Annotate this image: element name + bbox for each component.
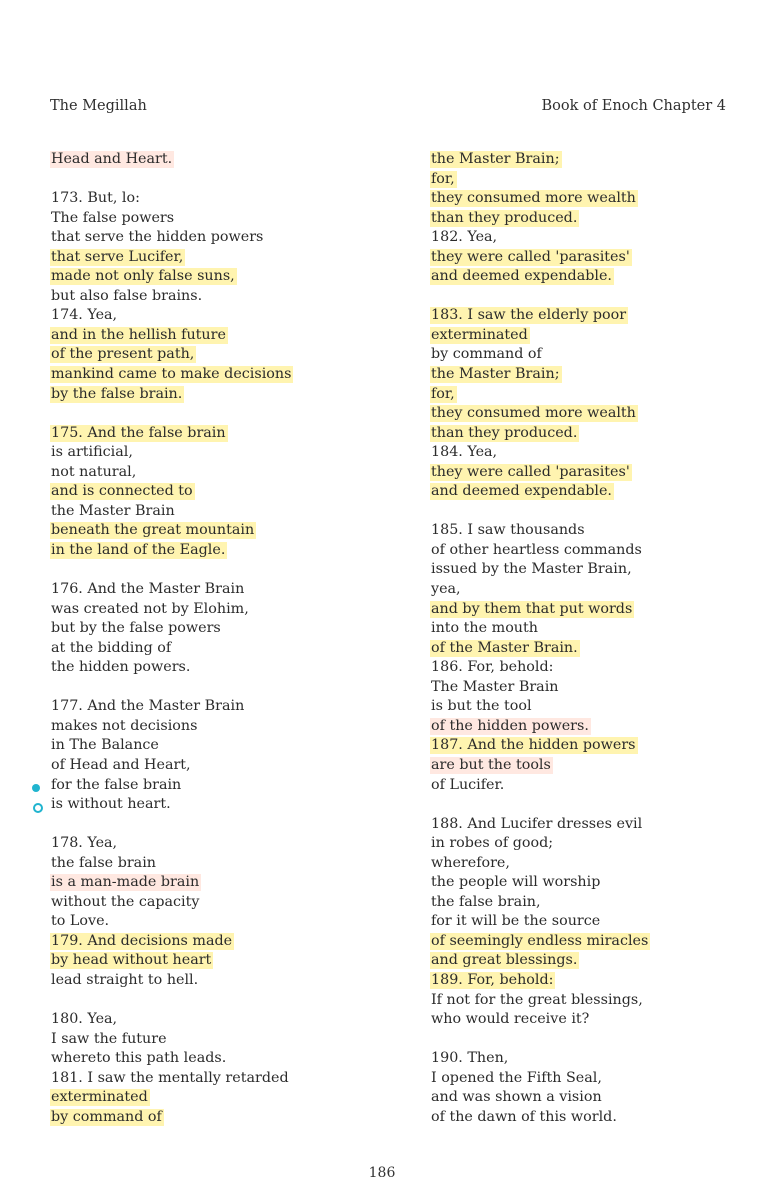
text-line-content: 177. And the Master Brain bbox=[51, 698, 245, 715]
text-line bbox=[430, 365, 750, 385]
text-line-content: of other heartless commands bbox=[431, 541, 642, 558]
text-line bbox=[430, 893, 750, 913]
text-line bbox=[50, 228, 370, 248]
text-line bbox=[430, 697, 750, 717]
text-line-content: that serve Lucifer, bbox=[51, 248, 184, 265]
text-line-content: If not for the great blessings, bbox=[431, 991, 643, 1008]
text-line bbox=[430, 521, 750, 541]
text-line bbox=[50, 717, 370, 737]
text-line bbox=[430, 404, 750, 424]
paragraph-break bbox=[50, 170, 370, 190]
text-line bbox=[430, 658, 750, 678]
text-line bbox=[430, 932, 750, 952]
text-line-content: into the mouth bbox=[431, 620, 538, 637]
text-line bbox=[430, 482, 750, 502]
text-line bbox=[50, 736, 370, 756]
paragraph-break bbox=[50, 678, 370, 698]
text-line bbox=[50, 951, 370, 971]
text-line bbox=[50, 150, 370, 170]
text-line bbox=[430, 326, 750, 346]
text-line bbox=[50, 854, 370, 874]
text-line-content: exterminated bbox=[431, 326, 528, 343]
text-line-content: in robes of good; bbox=[431, 835, 554, 852]
text-line-content: 189. For, behold: bbox=[431, 971, 554, 988]
text-line-content: is but the tool bbox=[431, 698, 532, 715]
text-line-content: exterminated bbox=[51, 1089, 148, 1106]
text-line-content: are but the tools bbox=[431, 756, 551, 773]
text-line bbox=[50, 873, 370, 893]
text-line bbox=[50, 248, 370, 268]
text-line bbox=[50, 1069, 370, 1089]
text-line-content: they were called 'parasites' bbox=[431, 248, 630, 265]
text-line bbox=[430, 854, 750, 874]
text-line bbox=[430, 189, 750, 209]
text-line bbox=[50, 600, 370, 620]
text-line-content: wherefore, bbox=[431, 854, 510, 871]
text-line-content: and was shown a vision bbox=[431, 1089, 602, 1106]
text-line bbox=[50, 912, 370, 932]
text-line bbox=[430, 541, 750, 561]
text-line bbox=[430, 756, 750, 776]
text-line bbox=[50, 697, 370, 717]
text-line-content: by head without heart bbox=[51, 952, 212, 969]
text-line-content: 173. But, lo: bbox=[51, 190, 140, 207]
text-line bbox=[430, 1069, 750, 1089]
paragraph-break bbox=[50, 991, 370, 1011]
text-line-content: 180. Yea, bbox=[51, 1011, 118, 1028]
text-line-content: I opened the Fifth Seal, bbox=[431, 1069, 602, 1086]
text-line bbox=[50, 443, 370, 463]
text-line-content: the people will worship bbox=[431, 874, 601, 891]
text-line bbox=[430, 639, 750, 659]
text-line-content: beneath the great mountain bbox=[51, 522, 255, 539]
text-line-content: at the bidding of bbox=[51, 639, 172, 656]
text-line-content: by command of bbox=[51, 1108, 162, 1125]
text-line bbox=[430, 736, 750, 756]
paragraph-break bbox=[430, 502, 750, 522]
text-line-content: and is connected to bbox=[51, 483, 193, 500]
text-line bbox=[50, 776, 370, 796]
text-line-content: was created not by Elohim, bbox=[51, 600, 249, 617]
text-line-content: and deemed expendable. bbox=[431, 483, 612, 500]
text-line bbox=[50, 795, 370, 815]
text-line-content: the Master Brain; bbox=[431, 151, 560, 167]
text-line bbox=[50, 502, 370, 522]
text-line-content: than they produced. bbox=[431, 424, 578, 441]
text-line-content: in the land of the Eagle. bbox=[51, 541, 226, 558]
text-line bbox=[430, 600, 750, 620]
text-line-content: is without heart. bbox=[51, 796, 171, 813]
text-line bbox=[430, 1108, 750, 1128]
text-line bbox=[50, 267, 370, 287]
text-line bbox=[50, 345, 370, 365]
text-line bbox=[50, 932, 370, 952]
text-line bbox=[430, 463, 750, 483]
text-line-content: The Master Brain bbox=[431, 678, 559, 695]
text-line bbox=[50, 1030, 370, 1050]
text-line bbox=[430, 424, 750, 444]
text-line-content: 184. Yea, bbox=[431, 444, 498, 461]
text-line bbox=[430, 306, 750, 326]
text-line bbox=[50, 306, 370, 326]
annotation-dot-icon bbox=[32, 784, 40, 792]
text-line-content: Head and Heart. bbox=[51, 151, 173, 167]
text-line-content: yea, bbox=[431, 581, 461, 598]
running-header-left: The Megillah bbox=[50, 98, 147, 114]
text-line-content: 175. And the false brain bbox=[51, 424, 226, 441]
text-line-content: for, bbox=[431, 170, 455, 187]
text-line bbox=[430, 267, 750, 287]
text-line-content: 186. For, behold: bbox=[431, 659, 554, 676]
text-line bbox=[50, 1108, 370, 1128]
text-line-content: made not only false suns, bbox=[51, 268, 235, 285]
text-line bbox=[50, 287, 370, 307]
text-line bbox=[50, 482, 370, 502]
text-line-content: and deemed expendable. bbox=[431, 268, 612, 285]
text-line bbox=[430, 385, 750, 405]
text-line-content: 182. Yea, bbox=[431, 229, 498, 246]
text-line-content: of the Master Brain. bbox=[431, 639, 578, 656]
text-line bbox=[430, 815, 750, 835]
text-line bbox=[50, 639, 370, 659]
text-line bbox=[50, 580, 370, 600]
text-line-content: the Master Brain; bbox=[431, 366, 560, 383]
text-line-content: 183. I saw the elderly poor bbox=[431, 307, 627, 324]
text-line-content: 181. I saw the mentally retarded bbox=[51, 1069, 289, 1086]
text-line-content: they consumed more wealth bbox=[431, 190, 636, 207]
text-line-content: but by the false powers bbox=[51, 620, 221, 637]
left-text-column bbox=[50, 150, 370, 1127]
running-header-right: Book of Enoch Chapter 4 bbox=[541, 98, 726, 114]
text-line-content: The false powers bbox=[51, 209, 175, 226]
text-line-content: 176. And the Master Brain bbox=[51, 581, 245, 598]
text-line-content: issued by the Master Brain, bbox=[431, 561, 632, 578]
text-line-content: whereto this path leads. bbox=[51, 1050, 227, 1067]
text-line-content: and great blessings. bbox=[431, 952, 578, 969]
text-line-content: 185. I saw thousands bbox=[431, 522, 585, 539]
text-line-content: without the capacity bbox=[51, 893, 200, 910]
text-line-content: who would receive it? bbox=[431, 1011, 590, 1028]
text-line-content: they were called 'parasites' bbox=[431, 463, 630, 480]
text-line-content: 178. Yea, bbox=[51, 835, 118, 852]
text-line-content: than they produced. bbox=[431, 209, 578, 226]
text-line-content: to Love. bbox=[51, 913, 110, 930]
text-line bbox=[430, 150, 750, 170]
text-line-content: the Master Brain bbox=[51, 502, 175, 519]
text-line bbox=[50, 971, 370, 991]
text-line bbox=[430, 228, 750, 248]
text-line bbox=[50, 189, 370, 209]
text-line-content: they consumed more wealth bbox=[431, 405, 636, 422]
text-line bbox=[430, 619, 750, 639]
text-line bbox=[50, 385, 370, 405]
text-line-content: of the hidden powers. bbox=[431, 717, 589, 734]
text-line-content: of seemingly endless miracles bbox=[431, 932, 649, 949]
paragraph-break bbox=[50, 815, 370, 835]
text-line-content: but also false brains. bbox=[51, 287, 203, 304]
text-line-content: of Head and Heart, bbox=[51, 756, 191, 773]
paragraph-break bbox=[430, 287, 750, 307]
text-line-content: in The Balance bbox=[51, 737, 159, 754]
text-line bbox=[50, 658, 370, 678]
right-text-column bbox=[430, 150, 750, 1127]
annotation-circle-icon bbox=[33, 803, 43, 813]
text-line bbox=[430, 873, 750, 893]
text-line bbox=[50, 893, 370, 913]
text-line bbox=[430, 834, 750, 854]
text-line bbox=[430, 951, 750, 971]
text-line-content: 190. Then, bbox=[431, 1050, 509, 1067]
text-line bbox=[50, 541, 370, 561]
text-line-content: the false brain bbox=[51, 854, 156, 871]
text-line bbox=[430, 1088, 750, 1108]
text-line-content: 179. And decisions made bbox=[51, 932, 233, 949]
text-line-content: for it will be the source bbox=[431, 913, 601, 930]
text-line bbox=[50, 326, 370, 346]
text-line-content: 174. Yea, bbox=[51, 307, 118, 324]
text-line bbox=[430, 560, 750, 580]
text-line-content: 187. And the hidden powers bbox=[431, 737, 636, 754]
text-line bbox=[50, 424, 370, 444]
text-line bbox=[50, 1088, 370, 1108]
text-line-content: and in the hellish future bbox=[51, 326, 226, 343]
text-line bbox=[430, 678, 750, 698]
text-line-content: by command of bbox=[431, 346, 542, 363]
text-line bbox=[430, 971, 750, 991]
text-line bbox=[430, 776, 750, 796]
text-line-content: mankind came to make decisions bbox=[51, 366, 292, 383]
text-line bbox=[50, 619, 370, 639]
text-line-content: is a man-made brain bbox=[51, 874, 200, 891]
text-line bbox=[430, 991, 750, 1011]
text-line-content: of the dawn of this world. bbox=[431, 1108, 617, 1125]
text-line bbox=[50, 209, 370, 229]
paragraph-break bbox=[50, 404, 370, 424]
text-line-content: lead straight to hell. bbox=[51, 971, 199, 988]
paragraph-break bbox=[50, 560, 370, 580]
text-line bbox=[430, 1049, 750, 1069]
text-line bbox=[430, 1010, 750, 1030]
text-line-content: for the false brain bbox=[51, 776, 182, 793]
text-line bbox=[430, 912, 750, 932]
text-line bbox=[430, 580, 750, 600]
text-line bbox=[50, 463, 370, 483]
text-line-content: not natural, bbox=[51, 463, 137, 480]
text-line-content: of the present path, bbox=[51, 346, 195, 363]
text-line-content: and by them that put words bbox=[431, 600, 633, 617]
text-line bbox=[50, 756, 370, 776]
text-line bbox=[430, 209, 750, 229]
paragraph-break bbox=[430, 1030, 750, 1050]
text-line-content: for, bbox=[431, 385, 455, 402]
text-line-content: that serve the hidden powers bbox=[51, 229, 264, 246]
text-line-content: makes not decisions bbox=[51, 717, 198, 734]
text-line-content: the hidden powers. bbox=[51, 659, 191, 676]
text-line-content: I saw the future bbox=[51, 1030, 167, 1047]
page-number: 186 bbox=[368, 1165, 396, 1181]
text-line bbox=[50, 521, 370, 541]
text-line-content: the false brain, bbox=[431, 893, 541, 910]
text-line bbox=[50, 1010, 370, 1030]
text-line bbox=[50, 1049, 370, 1069]
text-line bbox=[430, 717, 750, 737]
text-line-content: of Lucifer. bbox=[431, 776, 505, 793]
text-line-content: by the false brain. bbox=[51, 385, 183, 402]
text-line bbox=[430, 443, 750, 463]
text-line bbox=[50, 834, 370, 854]
text-line bbox=[430, 345, 750, 365]
text-line bbox=[430, 170, 750, 190]
text-line-content: is artificial, bbox=[51, 444, 133, 461]
text-line bbox=[50, 365, 370, 385]
text-line-content: 188. And Lucifer dresses evil bbox=[431, 815, 643, 832]
text-line bbox=[430, 248, 750, 268]
paragraph-break bbox=[430, 795, 750, 815]
